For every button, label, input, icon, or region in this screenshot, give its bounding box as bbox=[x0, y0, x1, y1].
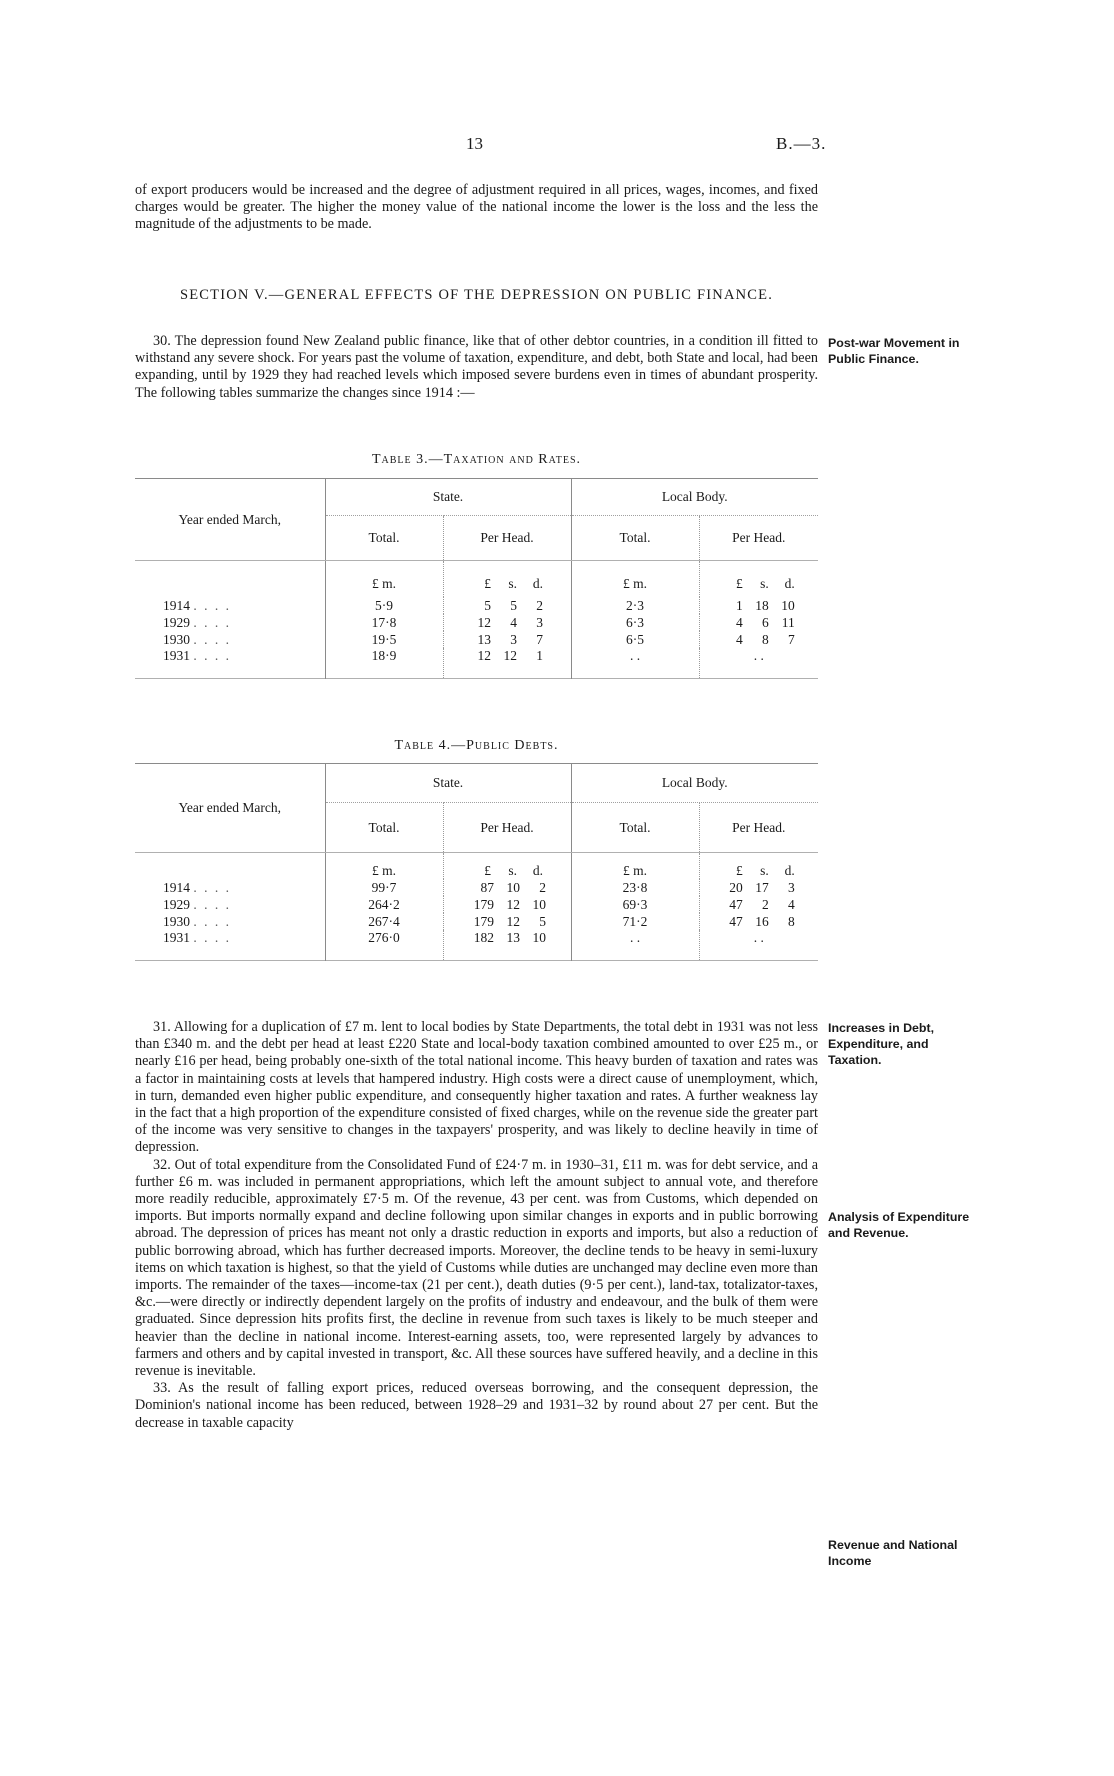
intro-paragraph: of export producers would be increased and the degree of adjustment required in all prices, wages, incomes, and fixed charges would be greater. The higher the money value of the national income the lower is the loss and the less the magnitude of the adjustments to be made. bbox=[135, 182, 818, 233]
paragraph-31: 31. Allowing for a duplication of £7 m. lent to local bodies by State Departments, the total debt in 1931 was not less than £340 m. and the debt per head at least £220 State and local-body taxation combined amounted to over £25 m., or nearly £16 per head, being probably one-sixth of the total national income. This heavy burden of taxation and rates was a factor in maintaining costs at levels that hampered industry. High costs were a direct cause of unemployment, which, in turn, demanded even higher public expenditure, and consequently higher taxation and rates. A further weakness lay in the fact that a high proportion of the expenditure consisted of fixed charges, while on the revenue side the greater part of the income was very sensitive to changes in the taxpayers' prosperity, and was likely to decline heavily in time of depression. bbox=[135, 1019, 818, 1156]
table-3-unit-m: £ m. bbox=[325, 561, 443, 598]
table-3-units-row bbox=[135, 561, 818, 598]
table-row: 1914 . . . . 99·7 87 10 2 23·8 20 17 3 bbox=[135, 879, 818, 896]
paragraph-32: 32. Out of total expenditure from the Consolidated Fund of £24·7 m. in 1930–31, £11 m. was for debt service, and a further £6 m. was included in permanent appropriations, which left the amount subject to annual vote, and therefore more readily reducible, approximately £7·5 m. Of the revenue, 43 per cent. was from Customs, which depended on imports. But imports normally expand and decline following upon similar changes in exports and in public borrowing abroad. The depression of prices has meant not only a drastic reduction in exports and imports, but also a reduction of public borrowing abroad, which has further decreased imports. Moreover, the decline tends to be heavy in semi-luxury items on which taxation is highest, so that the yield of Customs while duties are unchanged may decline even more than imports. The remainder of the taxes—income-tax (21 per cent.), death duties (9·5 per cent.), land-tax, totalizator-taxes, &c.—were directly or indirectly dependent largely on the profits of industry and endeavour, and the bulk of them were graduated. Since depression hits profits first, the decline in revenue from such taxes is likely to be much steeper and heavier than the decline in national income. Interest-earning assets, too, were represented largely by advances to farmers and others and by capital invested in transport, &c. All these sources have suffered heavily, and a decline in this revenue is inevitable. bbox=[135, 1156, 818, 1380]
table-3-unit-lsd-local: £ s. d. bbox=[699, 561, 818, 598]
table-4 bbox=[135, 763, 818, 961]
table-row: 1930 . . . . 19·5 13 3 7 6·5 4 8 7 bbox=[135, 631, 818, 648]
table-3-title: Table 3.—Taxation and Rates. bbox=[371, 452, 582, 467]
document-reference: B.—3. bbox=[776, 134, 827, 153]
table-3 bbox=[135, 478, 818, 679]
table-3-year-header: Year ended March, bbox=[135, 479, 325, 561]
table-4-local-total-header: Total. bbox=[571, 803, 699, 853]
paragraph-30: 30. The depression found New Zealand public finance, like that of other debtor countries, in a condition ill fitted to withstand any severe shock. For years past the volume of taxation, expenditure, and debt, both State and local, had been expanding, until by 1929 they had reached levels which imposed severe burdens even in times of abundant prosperity. The following tables summarize the changes since 1914 :— bbox=[135, 333, 818, 401]
table-4-local-perhead-header: Per Head. bbox=[699, 803, 818, 853]
table-row: 1914 . . . . 5·9 5 5 2 2·3 1 18 10 bbox=[135, 597, 818, 614]
table-4-year-header: Year ended March, bbox=[135, 764, 325, 853]
table-3-unit-lsd: £ s. d. bbox=[443, 561, 571, 598]
table-3-local-perhead-header: Per Head. bbox=[699, 516, 818, 561]
paragraph-33: 33. As the result of falling export prices, reduced overseas borrowing, and the consequent depression, the Dominion's national income has been reduced, between 1928–29 and 1931–32 by round about 27 per cent. But the decrease in taxable capacity bbox=[135, 1380, 818, 1431]
table-4-units-row bbox=[135, 853, 818, 880]
table-3-local-total-header: Total. bbox=[571, 516, 699, 561]
table-3-local-header: Local Body. bbox=[571, 479, 818, 516]
table-3-header-row bbox=[135, 479, 818, 516]
table-4-header-row bbox=[135, 764, 818, 803]
table-4-state-total-header: Total. bbox=[325, 803, 443, 853]
table-4-local-header: Local Body. bbox=[571, 764, 818, 803]
table-row: 1931 . . . . 276·0 182 13 10 . . . . bbox=[135, 930, 818, 961]
table-row: 1931 . . . . 18·9 12 12 1 . . . . bbox=[135, 648, 818, 679]
page-header bbox=[0, 134, 1114, 158]
section-title: SECTION V.—GENERAL EFFECTS OF THE DEPRESSION ON PUBLIC FINANCE. bbox=[179, 287, 774, 303]
margin-note-33: Revenue and National Income bbox=[828, 1538, 958, 1568]
paragraphs-31-33 bbox=[135, 1019, 818, 1432]
table-3-unit-m-local: £ m. bbox=[571, 561, 699, 598]
table-4-state-header: State. bbox=[325, 764, 571, 803]
table-row: 1929 . . . . 17·8 12 4 3 6·3 4 6 11 bbox=[135, 614, 818, 631]
table-3-state-header: State. bbox=[325, 479, 571, 516]
table-3-state-perhead-header: Per Head. bbox=[443, 516, 571, 561]
table-4-state-perhead-header: Per Head. bbox=[443, 803, 571, 853]
table-4-title: Table 4.—Public Debts. bbox=[394, 738, 559, 753]
margin-note-32: Analysis of Expenditure and Revenue. bbox=[828, 1210, 970, 1240]
margin-note-30: Post-war Movement in Public Finance. bbox=[828, 336, 960, 366]
table-4-unit-lsd: £ s. d. bbox=[443, 853, 571, 880]
table-4-unit-m-local: £ m. bbox=[571, 853, 699, 880]
page-number: 13 bbox=[466, 134, 483, 153]
table-4-unit-m: £ m. bbox=[325, 853, 443, 880]
margin-note-31: Increases in Debt, Expenditure, and Taxation. bbox=[828, 1021, 935, 1067]
table-row: 1929 . . . . 264·2 179 12 10 69·3 47 2 4 bbox=[135, 896, 818, 913]
table-3-state-total-header: Total. bbox=[325, 516, 443, 561]
table-row: 1930 . . . . 267·4 179 12 5 71·2 47 16 8 bbox=[135, 913, 818, 930]
table-4-unit-lsd-local: £ s. d. bbox=[699, 853, 818, 880]
